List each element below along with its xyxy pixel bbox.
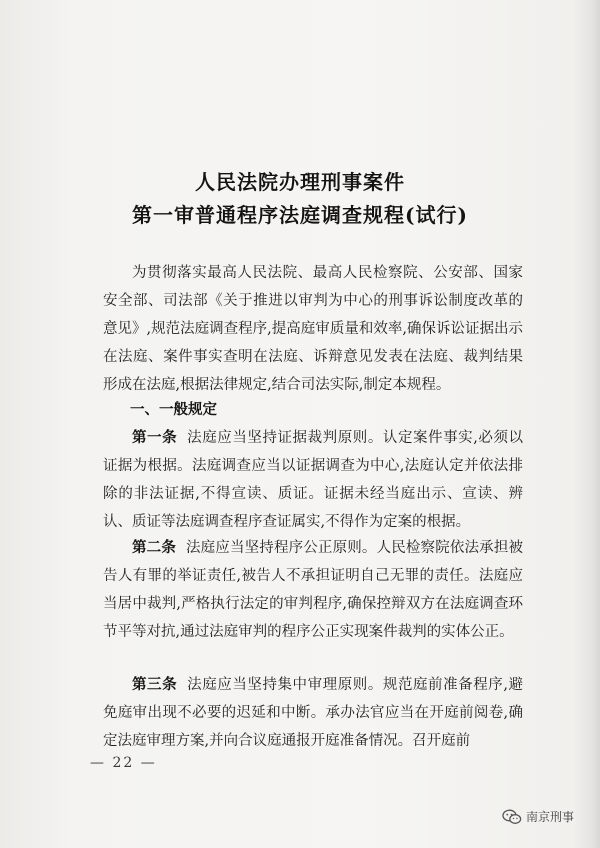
page-edge-shadow [574, 0, 600, 848]
article-label: 第三条 [132, 676, 178, 693]
article-label: 第一条 [132, 429, 178, 446]
intro-paragraph: 为贯彻落实最高人民法院、最高人民检察院、公安部、国家安全部、司法部《关于推进以审判为中心的刑事诉讼制度改革的意见》,规范法庭调查程序,提高庭审质量和效率,确保诉讼证据出示在法庭、案件事实查明在法庭、诉辩意见发表在法庭、裁判结果形成在法庭,根据法律规定,结合司法实际,制定本规程。 [103, 265, 523, 393]
article-2 [103, 534, 523, 646]
article-1 [103, 424, 523, 536]
watermark [502, 808, 574, 825]
article-text: 法庭应当坚持集中审理原则。规范庭前准备程序,避免庭审出现不必要的迟延和中断。承办法官应当在开庭前阅卷,确定法庭审理方案,并向合议庭通报开庭准备情况。召开庭前 [103, 677, 524, 749]
section-heading: 一、一般规定 [130, 401, 217, 418]
watermark-text: 南京刑事 [526, 810, 575, 824]
page-number: — 22 — [90, 755, 157, 771]
document-title-line2: 第一审普通程序法庭调查规程(试行) [132, 203, 468, 227]
wechat-icon [502, 809, 522, 825]
article-text: 法庭应当坚持程序公正原则。人民检察院依法承担被告人有罪的举证责任,被告人不承担证明自己无罪的责任。法庭应当居中裁判,严格执行法定的审判程序,确保控辩双方在法庭调查环节平等对抗,通过法庭审判的程序公正实现案件裁判的实体公正。 [103, 540, 524, 640]
document-title-line1: 人民法院办理刑事案件 [195, 170, 405, 194]
article-3 [103, 671, 523, 755]
article-text: 法庭应当坚持证据裁判原则。认定案件事实,必须以证据为根据。法庭调查应当以证据调查为中心,法庭认定并依法排除的非法证据,不得宣读、质证。证据未经当庭出示、宣读、辨认、质证等法庭调查程序查证属实,不得作为定案的根据。 [103, 430, 524, 530]
article-label: 第二条 [132, 539, 176, 556]
